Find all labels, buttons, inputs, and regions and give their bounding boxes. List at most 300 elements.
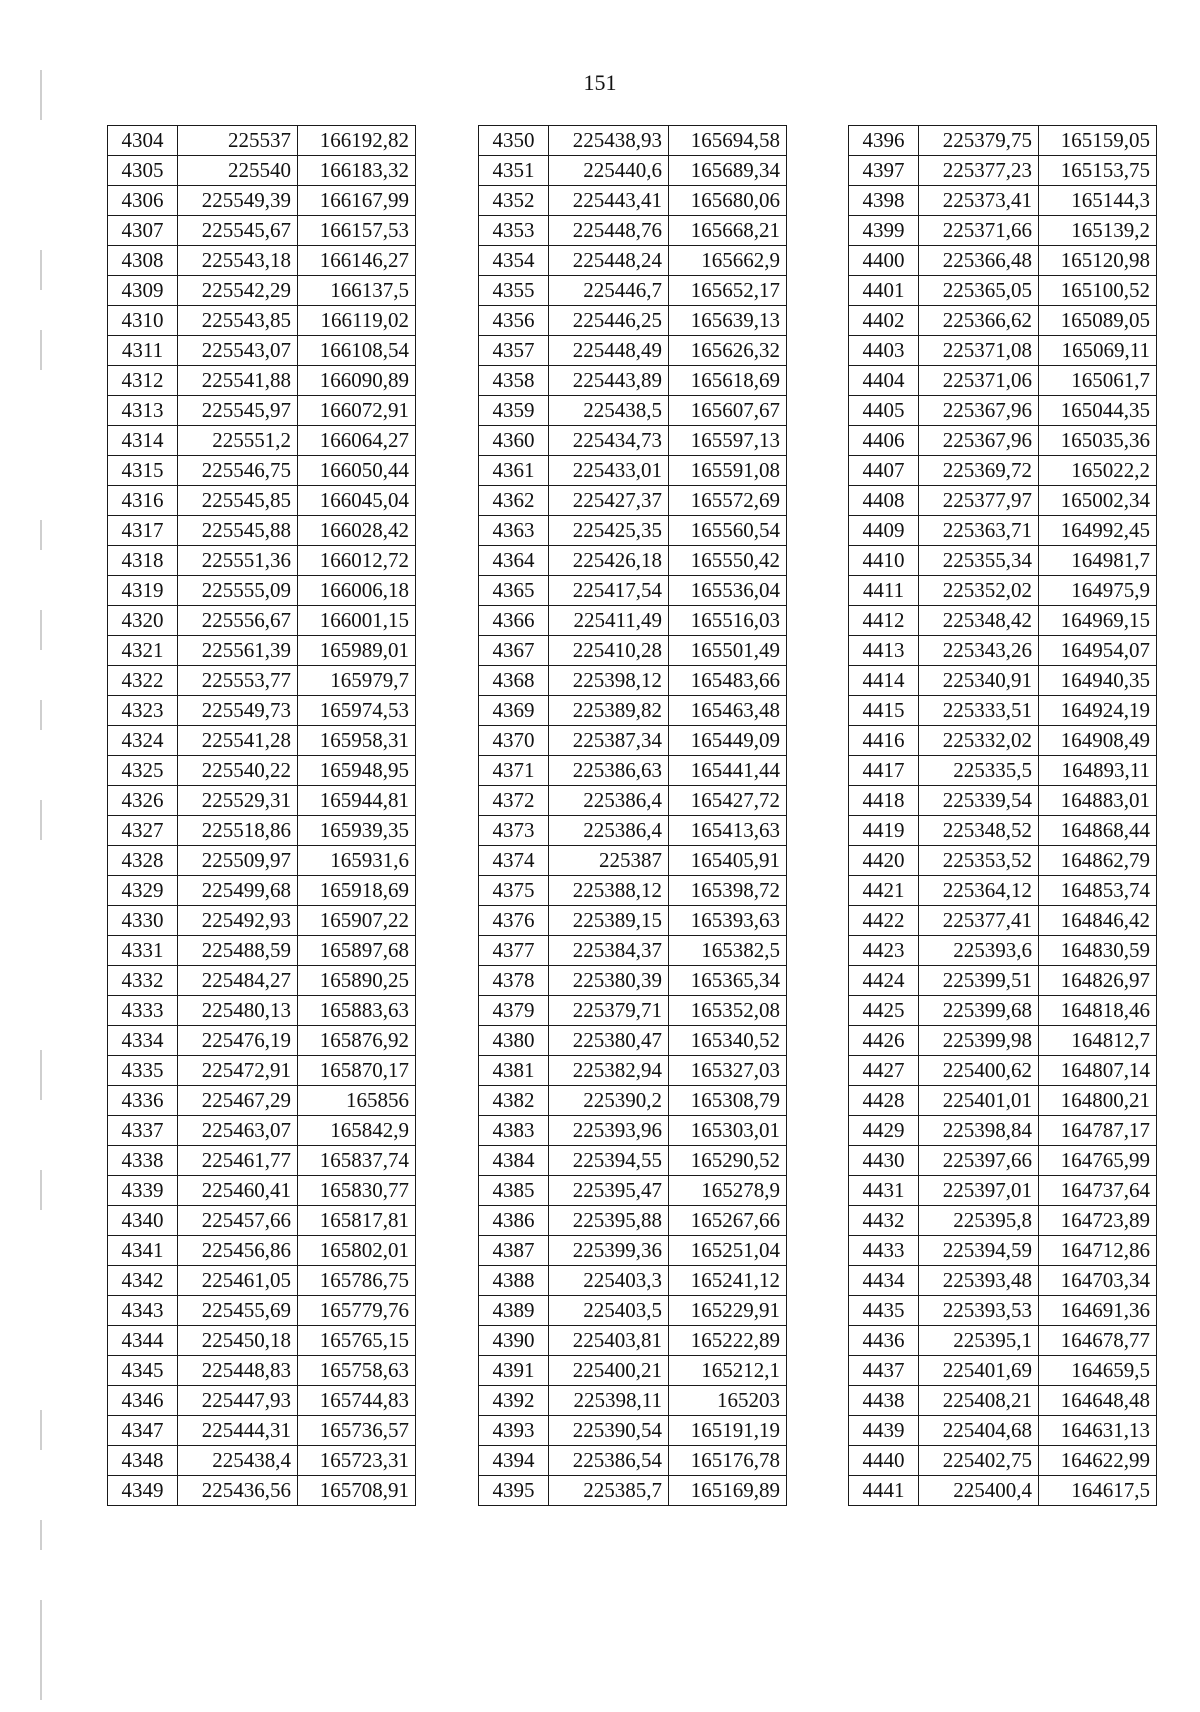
y-coordinate-cell: 165308,79 xyxy=(669,1086,787,1116)
y-coordinate-cell: 164940,35 xyxy=(1039,666,1157,696)
x-coordinate-cell: 225541,28 xyxy=(178,726,298,756)
scan-artifact-line xyxy=(40,800,42,840)
y-coordinate-cell: 164691,36 xyxy=(1039,1296,1157,1326)
x-coordinate-cell: 225443,89 xyxy=(549,366,669,396)
y-coordinate-cell: 165662,9 xyxy=(669,246,787,276)
y-coordinate-cell: 165483,66 xyxy=(669,666,787,696)
x-coordinate-cell: 225394,55 xyxy=(549,1146,669,1176)
x-coordinate-cell: 225484,27 xyxy=(178,966,298,996)
y-coordinate-cell: 164723,89 xyxy=(1039,1206,1157,1236)
point-number-cell: 4377 xyxy=(479,936,549,966)
table-row xyxy=(108,516,416,546)
y-coordinate-cell: 165089,05 xyxy=(1039,306,1157,336)
y-coordinate-cell: 164703,34 xyxy=(1039,1266,1157,1296)
point-number-cell: 4367 xyxy=(479,636,549,666)
y-coordinate-cell: 166090,89 xyxy=(298,366,416,396)
y-coordinate-cell: 165061,7 xyxy=(1039,366,1157,396)
point-number-cell: 4331 xyxy=(108,936,178,966)
point-number-cell: 4394 xyxy=(479,1446,549,1476)
table-row xyxy=(479,1416,787,1446)
y-coordinate-cell: 165449,09 xyxy=(669,726,787,756)
x-coordinate-cell: 225542,29 xyxy=(178,276,298,306)
table-row xyxy=(479,606,787,636)
y-coordinate-cell: 164800,21 xyxy=(1039,1086,1157,1116)
table-row xyxy=(479,1116,787,1146)
table-row xyxy=(849,696,1157,726)
point-number-cell: 4407 xyxy=(849,456,919,486)
x-coordinate-cell: 225529,31 xyxy=(178,786,298,816)
table-row xyxy=(479,936,787,966)
table-row xyxy=(108,846,416,876)
table-row xyxy=(479,966,787,996)
table-row xyxy=(479,156,787,186)
x-coordinate-cell: 225402,75 xyxy=(919,1446,1039,1476)
point-number-cell: 4355 xyxy=(479,276,549,306)
y-coordinate-cell: 165550,42 xyxy=(669,546,787,576)
point-number-cell: 4346 xyxy=(108,1386,178,1416)
y-coordinate-cell: 164812,7 xyxy=(1039,1026,1157,1056)
point-number-cell: 4320 xyxy=(108,606,178,636)
x-coordinate-cell: 225543,07 xyxy=(178,336,298,366)
table-row xyxy=(849,1326,1157,1356)
x-coordinate-cell: 225541,88 xyxy=(178,366,298,396)
x-coordinate-cell: 225403,5 xyxy=(549,1296,669,1326)
scan-artifact-line xyxy=(40,1520,42,1550)
x-coordinate-cell: 225450,18 xyxy=(178,1326,298,1356)
y-coordinate-cell: 165463,48 xyxy=(669,696,787,726)
y-coordinate-cell: 165897,68 xyxy=(298,936,416,966)
table-row xyxy=(108,666,416,696)
y-coordinate-cell: 164992,45 xyxy=(1039,516,1157,546)
point-number-cell: 4330 xyxy=(108,906,178,936)
point-number-cell: 4396 xyxy=(849,126,919,156)
table-row xyxy=(849,306,1157,336)
x-coordinate-cell: 225461,77 xyxy=(178,1146,298,1176)
x-coordinate-cell: 225335,5 xyxy=(919,756,1039,786)
table-row xyxy=(479,366,787,396)
point-number-cell: 4381 xyxy=(479,1056,549,1086)
point-number-cell: 4308 xyxy=(108,246,178,276)
table-row xyxy=(849,816,1157,846)
table-row xyxy=(108,1266,416,1296)
point-number-cell: 4437 xyxy=(849,1356,919,1386)
table-row xyxy=(849,936,1157,966)
table-row xyxy=(849,726,1157,756)
point-number-cell: 4350 xyxy=(479,126,549,156)
y-coordinate-cell: 164862,79 xyxy=(1039,846,1157,876)
table-row xyxy=(479,666,787,696)
point-number-cell: 4352 xyxy=(479,186,549,216)
point-number-cell: 4310 xyxy=(108,306,178,336)
y-coordinate-cell: 165352,08 xyxy=(669,996,787,1026)
table-row xyxy=(479,246,787,276)
table-row xyxy=(108,306,416,336)
x-coordinate-cell: 225389,82 xyxy=(549,696,669,726)
x-coordinate-cell: 225387 xyxy=(549,846,669,876)
x-coordinate-cell: 225377,97 xyxy=(919,486,1039,516)
point-number-cell: 4418 xyxy=(849,786,919,816)
x-coordinate-cell: 225348,42 xyxy=(919,606,1039,636)
x-coordinate-cell: 225549,39 xyxy=(178,186,298,216)
table-row xyxy=(108,426,416,456)
y-coordinate-cell: 165708,91 xyxy=(298,1476,416,1506)
y-coordinate-cell: 166001,15 xyxy=(298,606,416,636)
x-coordinate-cell: 225395,47 xyxy=(549,1176,669,1206)
point-number-cell: 4363 xyxy=(479,516,549,546)
table-row xyxy=(479,576,787,606)
table-row xyxy=(849,1086,1157,1116)
scan-artifact-line xyxy=(40,330,42,370)
point-number-cell: 4439 xyxy=(849,1416,919,1446)
point-number-cell: 4321 xyxy=(108,636,178,666)
x-coordinate-cell: 225390,2 xyxy=(549,1086,669,1116)
x-coordinate-cell: 225382,94 xyxy=(549,1056,669,1086)
point-number-cell: 4424 xyxy=(849,966,919,996)
table-row xyxy=(479,906,787,936)
y-coordinate-cell: 164712,86 xyxy=(1039,1236,1157,1266)
y-coordinate-cell: 166028,42 xyxy=(298,516,416,546)
table-row xyxy=(479,756,787,786)
point-number-cell: 4404 xyxy=(849,366,919,396)
point-number-cell: 4348 xyxy=(108,1446,178,1476)
table-row xyxy=(479,1146,787,1176)
x-coordinate-cell: 225460,41 xyxy=(178,1176,298,1206)
y-coordinate-cell: 165618,69 xyxy=(669,366,787,396)
x-coordinate-cell: 225367,96 xyxy=(919,426,1039,456)
x-coordinate-cell: 225399,98 xyxy=(919,1026,1039,1056)
table-row xyxy=(108,1056,416,1086)
point-number-cell: 4307 xyxy=(108,216,178,246)
table-row xyxy=(479,396,787,426)
table-row xyxy=(849,1206,1157,1236)
x-coordinate-cell: 225438,93 xyxy=(549,126,669,156)
point-number-cell: 4385 xyxy=(479,1176,549,1206)
x-coordinate-cell: 225443,41 xyxy=(549,186,669,216)
y-coordinate-cell: 165212,1 xyxy=(669,1356,787,1386)
x-coordinate-cell: 225384,37 xyxy=(549,936,669,966)
y-coordinate-cell: 165303,01 xyxy=(669,1116,787,1146)
table-row xyxy=(849,546,1157,576)
point-number-cell: 4387 xyxy=(479,1236,549,1266)
y-coordinate-cell: 164659,5 xyxy=(1039,1356,1157,1386)
table-row xyxy=(108,1236,416,1266)
table-row xyxy=(849,576,1157,606)
y-coordinate-cell: 165241,12 xyxy=(669,1266,787,1296)
scan-artifact-line xyxy=(40,250,42,290)
x-coordinate-cell: 225509,97 xyxy=(178,846,298,876)
table-row xyxy=(849,1176,1157,1206)
y-coordinate-cell: 164853,74 xyxy=(1039,876,1157,906)
point-number-cell: 4325 xyxy=(108,756,178,786)
y-coordinate-cell: 165876,92 xyxy=(298,1026,416,1056)
y-coordinate-cell: 165222,89 xyxy=(669,1326,787,1356)
table-row xyxy=(479,126,787,156)
x-coordinate-cell: 225440,6 xyxy=(549,156,669,186)
point-number-cell: 4390 xyxy=(479,1326,549,1356)
x-coordinate-cell: 225386,4 xyxy=(549,786,669,816)
x-coordinate-cell: 225393,53 xyxy=(919,1296,1039,1326)
y-coordinate-cell: 164893,11 xyxy=(1039,756,1157,786)
x-coordinate-cell: 225395,88 xyxy=(549,1206,669,1236)
table-row xyxy=(479,546,787,576)
table-row xyxy=(849,156,1157,186)
table-row xyxy=(479,216,787,246)
point-number-cell: 4329 xyxy=(108,876,178,906)
y-coordinate-cell: 165744,83 xyxy=(298,1386,416,1416)
x-coordinate-cell: 225425,35 xyxy=(549,516,669,546)
x-coordinate-cell: 225553,77 xyxy=(178,666,298,696)
point-number-cell: 4327 xyxy=(108,816,178,846)
y-coordinate-cell: 166072,91 xyxy=(298,396,416,426)
table-row xyxy=(108,786,416,816)
y-coordinate-cell: 165382,5 xyxy=(669,936,787,966)
y-coordinate-cell: 165989,01 xyxy=(298,636,416,666)
point-number-cell: 4341 xyxy=(108,1236,178,1266)
y-coordinate-cell: 164908,49 xyxy=(1039,726,1157,756)
point-number-cell: 4370 xyxy=(479,726,549,756)
table-row xyxy=(108,966,416,996)
x-coordinate-cell: 225365,05 xyxy=(919,276,1039,306)
x-coordinate-cell: 225401,69 xyxy=(919,1356,1039,1386)
table-row xyxy=(849,186,1157,216)
x-coordinate-cell: 225364,12 xyxy=(919,876,1039,906)
x-coordinate-cell: 225371,66 xyxy=(919,216,1039,246)
x-coordinate-cell: 225395,8 xyxy=(919,1206,1039,1236)
y-coordinate-cell: 165668,21 xyxy=(669,216,787,246)
x-coordinate-cell: 225399,68 xyxy=(919,996,1039,1026)
x-coordinate-cell: 225438,4 xyxy=(178,1446,298,1476)
x-coordinate-cell: 225434,73 xyxy=(549,426,669,456)
coordinates-table-1 xyxy=(107,125,416,1506)
table-row xyxy=(108,1476,416,1506)
point-number-cell: 4405 xyxy=(849,396,919,426)
table-row xyxy=(849,456,1157,486)
point-number-cell: 4349 xyxy=(108,1476,178,1506)
point-number-cell: 4332 xyxy=(108,966,178,996)
table-row xyxy=(479,186,787,216)
x-coordinate-cell: 225457,66 xyxy=(178,1206,298,1236)
x-coordinate-cell: 225472,91 xyxy=(178,1056,298,1086)
point-number-cell: 4338 xyxy=(108,1146,178,1176)
point-number-cell: 4397 xyxy=(849,156,919,186)
x-coordinate-cell: 225545,97 xyxy=(178,396,298,426)
table-row xyxy=(849,1356,1157,1386)
table-row xyxy=(849,876,1157,906)
point-number-cell: 4374 xyxy=(479,846,549,876)
point-number-cell: 4342 xyxy=(108,1266,178,1296)
y-coordinate-cell: 165153,75 xyxy=(1039,156,1157,186)
point-number-cell: 4340 xyxy=(108,1206,178,1236)
x-coordinate-cell: 225398,11 xyxy=(549,1386,669,1416)
x-coordinate-cell: 225366,48 xyxy=(919,246,1039,276)
y-coordinate-cell: 165948,95 xyxy=(298,756,416,786)
y-coordinate-cell: 166012,72 xyxy=(298,546,416,576)
point-number-cell: 4395 xyxy=(479,1476,549,1506)
x-coordinate-cell: 225400,62 xyxy=(919,1056,1039,1086)
point-number-cell: 4304 xyxy=(108,126,178,156)
point-number-cell: 4361 xyxy=(479,456,549,486)
point-number-cell: 4412 xyxy=(849,606,919,636)
point-number-cell: 4366 xyxy=(479,606,549,636)
point-number-cell: 4392 xyxy=(479,1386,549,1416)
y-coordinate-cell: 165365,34 xyxy=(669,966,787,996)
point-number-cell: 4402 xyxy=(849,306,919,336)
point-number-cell: 4376 xyxy=(479,906,549,936)
point-number-cell: 4406 xyxy=(849,426,919,456)
point-number-cell: 4334 xyxy=(108,1026,178,1056)
point-number-cell: 4401 xyxy=(849,276,919,306)
y-coordinate-cell: 164678,77 xyxy=(1039,1326,1157,1356)
table-row xyxy=(849,636,1157,666)
point-number-cell: 4313 xyxy=(108,396,178,426)
x-coordinate-cell: 225343,26 xyxy=(919,636,1039,666)
point-number-cell: 4432 xyxy=(849,1206,919,1236)
table-row xyxy=(108,1296,416,1326)
table-row xyxy=(849,606,1157,636)
y-coordinate-cell: 165501,49 xyxy=(669,636,787,666)
y-coordinate-cell: 164622,99 xyxy=(1039,1446,1157,1476)
table-row xyxy=(108,456,416,486)
table-row xyxy=(108,1356,416,1386)
x-coordinate-cell: 225340,91 xyxy=(919,666,1039,696)
point-number-cell: 4365 xyxy=(479,576,549,606)
point-number-cell: 4372 xyxy=(479,786,549,816)
x-coordinate-cell: 225377,23 xyxy=(919,156,1039,186)
table-row xyxy=(849,246,1157,276)
y-coordinate-cell: 164807,14 xyxy=(1039,1056,1157,1086)
y-coordinate-cell: 164818,46 xyxy=(1039,996,1157,1026)
point-number-cell: 4386 xyxy=(479,1206,549,1236)
table-row xyxy=(108,1026,416,1056)
y-coordinate-cell: 165842,9 xyxy=(298,1116,416,1146)
x-coordinate-cell: 225398,84 xyxy=(919,1116,1039,1146)
y-coordinate-cell: 166157,53 xyxy=(298,216,416,246)
table-row xyxy=(849,216,1157,246)
point-number-cell: 4369 xyxy=(479,696,549,726)
point-number-cell: 4398 xyxy=(849,186,919,216)
y-coordinate-cell: 166183,32 xyxy=(298,156,416,186)
table-row xyxy=(108,366,416,396)
y-coordinate-cell: 164787,17 xyxy=(1039,1116,1157,1146)
point-number-cell: 4440 xyxy=(849,1446,919,1476)
table-row xyxy=(108,576,416,606)
x-coordinate-cell: 225546,75 xyxy=(178,456,298,486)
x-coordinate-cell: 225401,01 xyxy=(919,1086,1039,1116)
point-number-cell: 4357 xyxy=(479,336,549,366)
point-number-cell: 4371 xyxy=(479,756,549,786)
y-coordinate-cell: 164981,7 xyxy=(1039,546,1157,576)
y-coordinate-cell: 165251,04 xyxy=(669,1236,787,1266)
x-coordinate-cell: 225555,09 xyxy=(178,576,298,606)
coordinates-table-3 xyxy=(848,125,1157,1506)
y-coordinate-cell: 165139,2 xyxy=(1039,216,1157,246)
table-row xyxy=(479,1086,787,1116)
point-number-cell: 4336 xyxy=(108,1086,178,1116)
x-coordinate-cell: 225480,13 xyxy=(178,996,298,1026)
y-coordinate-cell: 165327,03 xyxy=(669,1056,787,1086)
x-coordinate-cell: 225545,85 xyxy=(178,486,298,516)
point-number-cell: 4316 xyxy=(108,486,178,516)
point-number-cell: 4428 xyxy=(849,1086,919,1116)
x-coordinate-cell: 225377,41 xyxy=(919,906,1039,936)
point-number-cell: 4383 xyxy=(479,1116,549,1146)
y-coordinate-cell: 164826,97 xyxy=(1039,966,1157,996)
x-coordinate-cell: 225373,41 xyxy=(919,186,1039,216)
y-coordinate-cell: 166146,27 xyxy=(298,246,416,276)
table-row xyxy=(849,1446,1157,1476)
y-coordinate-cell: 165626,32 xyxy=(669,336,787,366)
x-coordinate-cell: 225393,48 xyxy=(919,1266,1039,1296)
y-coordinate-cell: 165939,35 xyxy=(298,816,416,846)
y-coordinate-cell: 165176,78 xyxy=(669,1446,787,1476)
table-row xyxy=(849,426,1157,456)
point-number-cell: 4410 xyxy=(849,546,919,576)
point-number-cell: 4436 xyxy=(849,1326,919,1356)
x-coordinate-cell: 225444,31 xyxy=(178,1416,298,1446)
table-row xyxy=(849,486,1157,516)
y-coordinate-cell: 165779,76 xyxy=(298,1296,416,1326)
x-coordinate-cell: 225395,1 xyxy=(919,1326,1039,1356)
table-row xyxy=(849,1026,1157,1056)
table-row xyxy=(108,876,416,906)
y-coordinate-cell: 164617,5 xyxy=(1039,1476,1157,1506)
table-row xyxy=(849,1416,1157,1446)
table-row xyxy=(108,1326,416,1356)
y-coordinate-cell: 165870,17 xyxy=(298,1056,416,1086)
table-row xyxy=(849,366,1157,396)
x-coordinate-cell: 225355,34 xyxy=(919,546,1039,576)
table-row xyxy=(108,1446,416,1476)
table-row xyxy=(849,1236,1157,1266)
point-number-cell: 4393 xyxy=(479,1416,549,1446)
table-row xyxy=(479,996,787,1026)
y-coordinate-cell: 165723,31 xyxy=(298,1446,416,1476)
point-number-cell: 4399 xyxy=(849,216,919,246)
x-coordinate-cell: 225348,52 xyxy=(919,816,1039,846)
table-row xyxy=(479,276,787,306)
y-coordinate-cell: 166119,02 xyxy=(298,306,416,336)
table-row xyxy=(108,1386,416,1416)
table-row xyxy=(849,1386,1157,1416)
x-coordinate-cell: 225446,25 xyxy=(549,306,669,336)
point-number-cell: 4311 xyxy=(108,336,178,366)
y-coordinate-cell: 165413,63 xyxy=(669,816,787,846)
x-coordinate-cell: 225556,67 xyxy=(178,606,298,636)
point-number-cell: 4417 xyxy=(849,756,919,786)
table-row xyxy=(849,846,1157,876)
table-row xyxy=(108,396,416,426)
point-number-cell: 4409 xyxy=(849,516,919,546)
point-number-cell: 4337 xyxy=(108,1116,178,1146)
y-coordinate-cell: 165290,52 xyxy=(669,1146,787,1176)
point-number-cell: 4422 xyxy=(849,906,919,936)
x-coordinate-cell: 225387,34 xyxy=(549,726,669,756)
point-number-cell: 4358 xyxy=(479,366,549,396)
x-coordinate-cell: 225398,12 xyxy=(549,666,669,696)
point-number-cell: 4391 xyxy=(479,1356,549,1386)
x-coordinate-cell: 225393,6 xyxy=(919,936,1039,966)
x-coordinate-cell: 225397,66 xyxy=(919,1146,1039,1176)
point-number-cell: 4441 xyxy=(849,1476,919,1506)
x-coordinate-cell: 225499,68 xyxy=(178,876,298,906)
point-number-cell: 4378 xyxy=(479,966,549,996)
table-row xyxy=(108,906,416,936)
table-row xyxy=(479,786,787,816)
y-coordinate-cell: 165830,77 xyxy=(298,1176,416,1206)
point-number-cell: 4323 xyxy=(108,696,178,726)
y-coordinate-cell: 165022,2 xyxy=(1039,456,1157,486)
table-row xyxy=(108,636,416,666)
